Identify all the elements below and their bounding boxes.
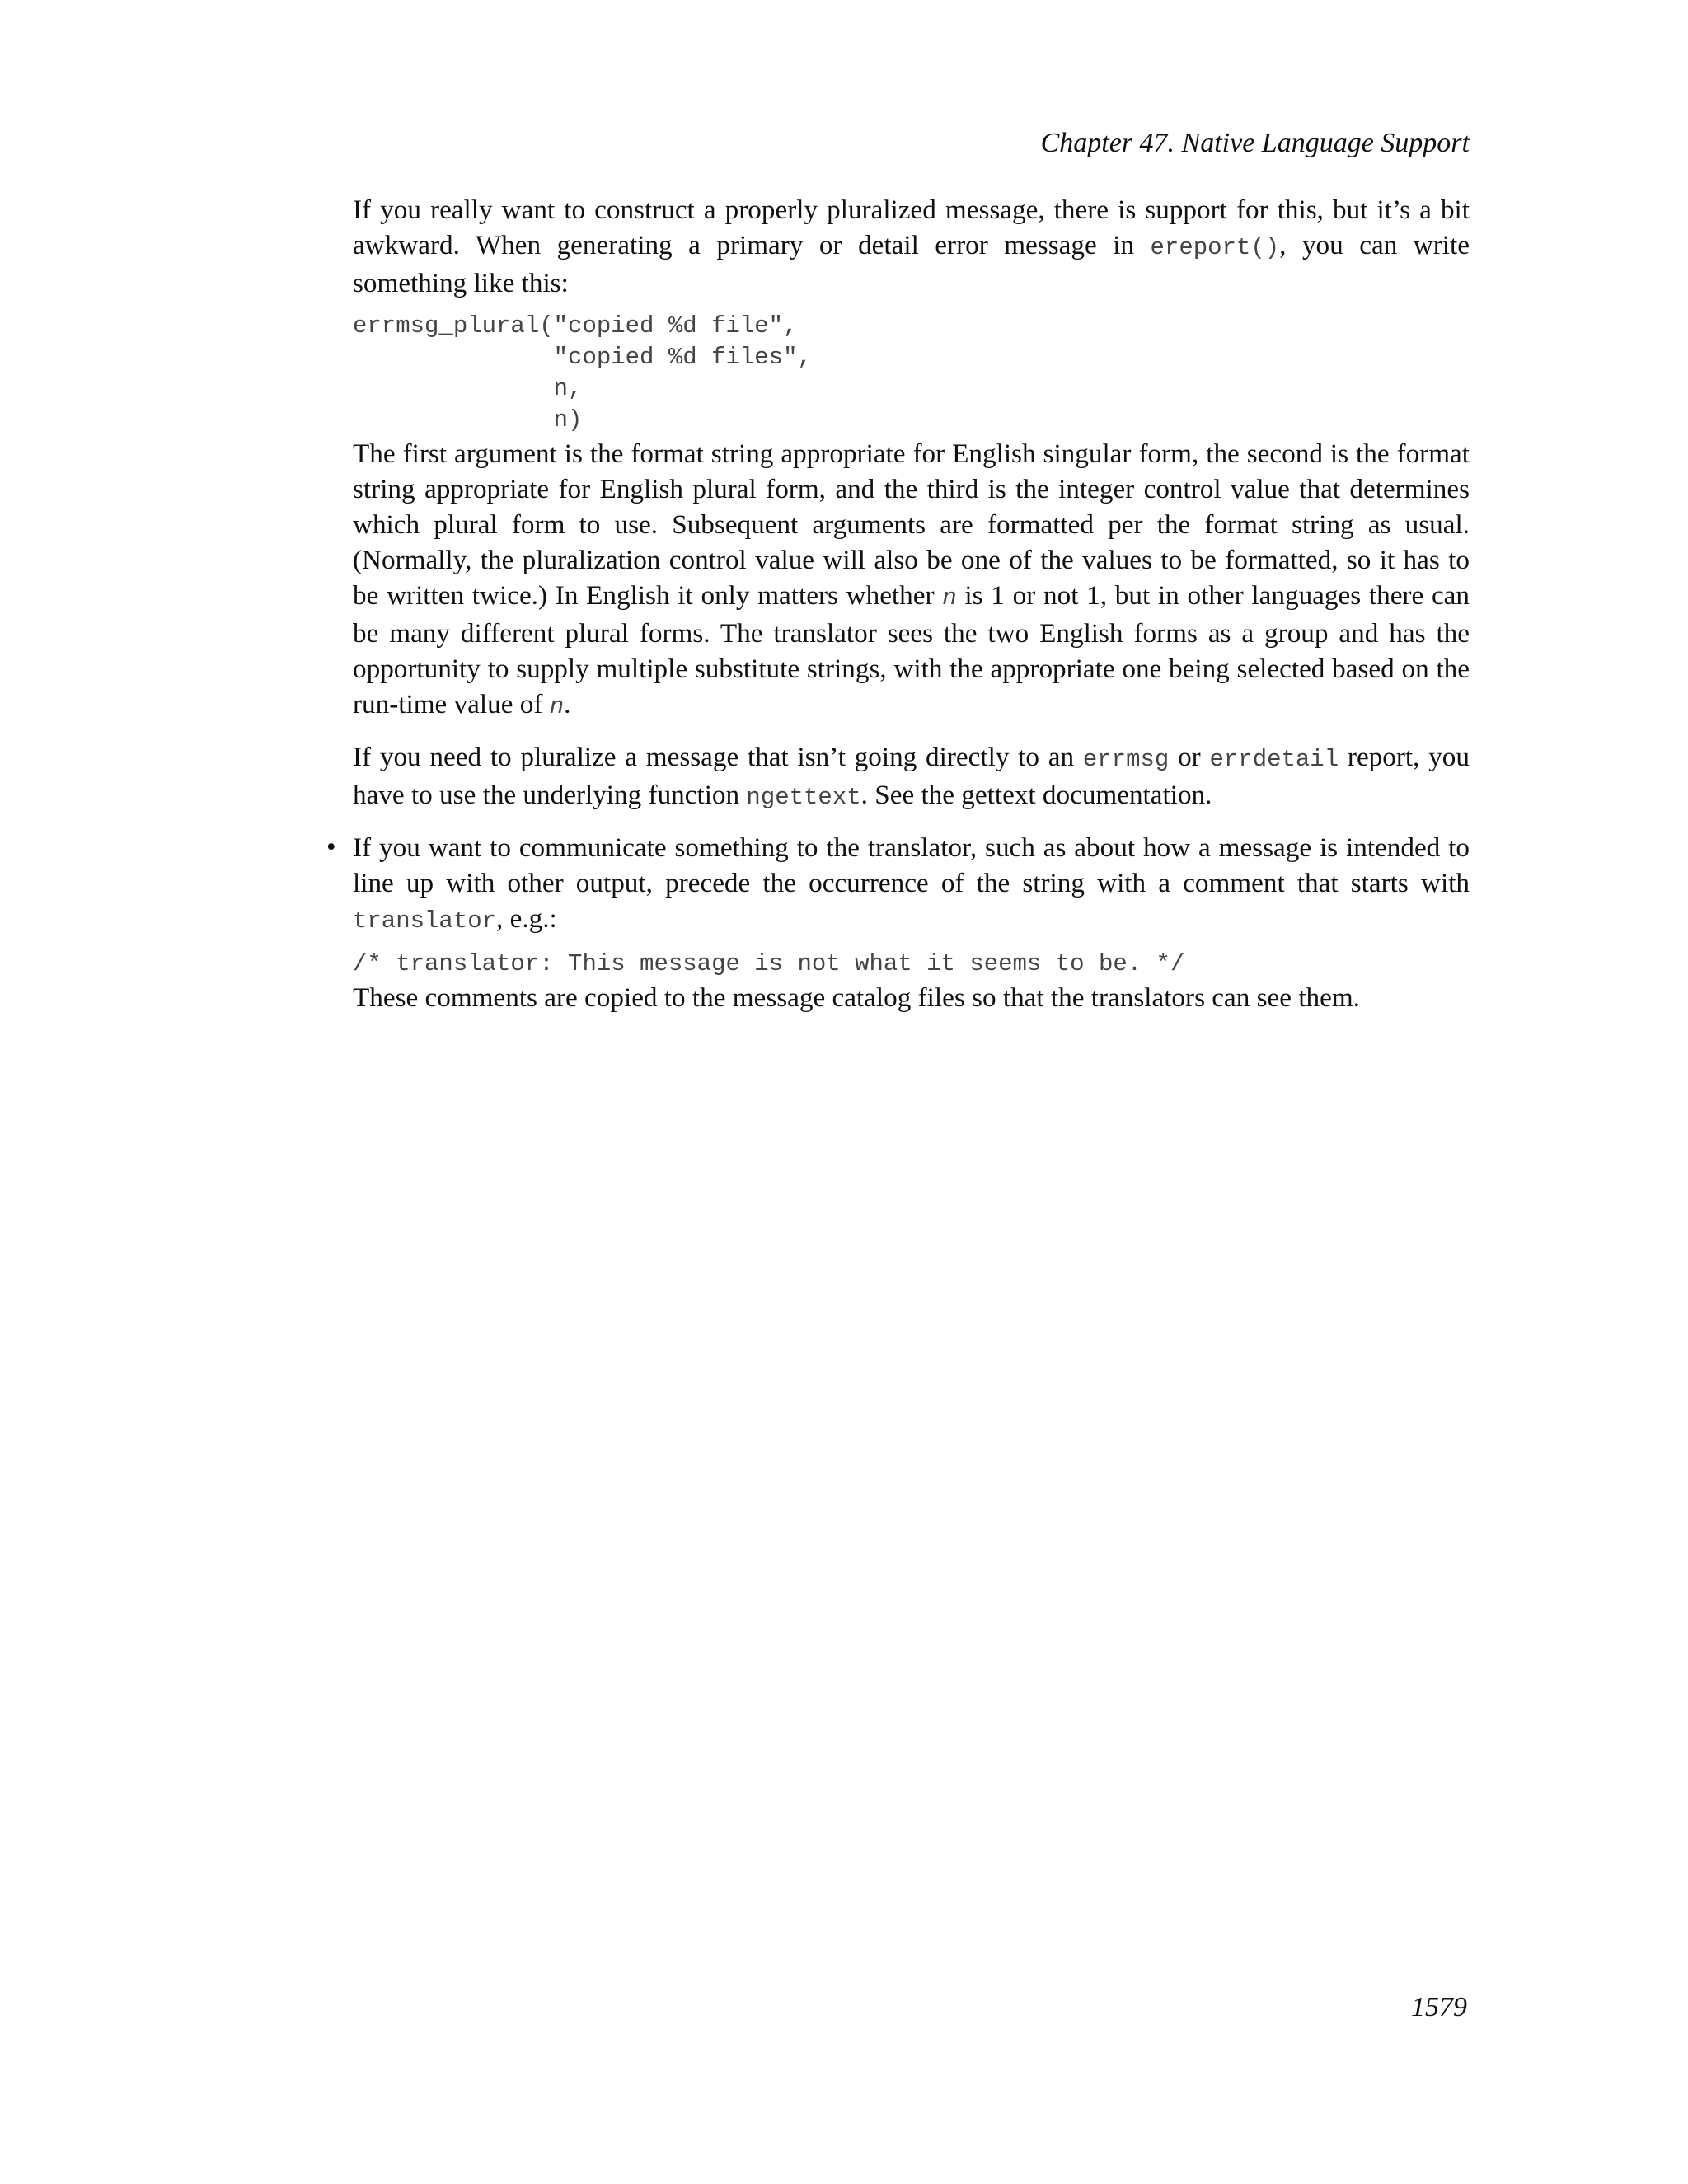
text-segment: , you can write something like this: (353, 230, 1470, 298)
inline-code-ngettext: ngettext (746, 784, 861, 811)
text-segment: report, you have to use the underlying function (353, 742, 1470, 810)
text-segment: If you need to pluralize a message that isn’t going directly to an (353, 742, 1083, 772)
code-line: /* translator: This message is not what it seems to be. */ (353, 950, 1185, 977)
code-block-errmsg-plural (353, 311, 1470, 436)
text-segment: The first argument is the format string appropriate for English singular form, the second is the format string appropriate for English plural form, and the third is the integer control value that determines which plural form to use. Subsequent arguments are formatted per the format string as usual. (Normally, the pluralization control value will also be one of the values to be formatted, so it has to be written twice.) In English it only matters whether (353, 438, 1470, 611)
code-line: n, (353, 375, 583, 402)
code-block-translator-comment (353, 949, 1470, 980)
text-segment: . See the gettext documentation. (860, 780, 1212, 810)
text-segment: . (564, 689, 571, 719)
inline-code-translator: translator (353, 907, 497, 935)
variable-n: n (942, 584, 957, 612)
inline-code-errdetail: errdetail (1209, 746, 1339, 773)
paragraph-argument-explanation (353, 436, 1470, 724)
paragraph-ngettext (353, 739, 1470, 815)
running-header: Chapter 47. Native Language Support (1040, 128, 1470, 158)
code-line: errmsg_plural("copied %d file", (353, 312, 798, 340)
main-content (326, 192, 1470, 1015)
paragraph-catalog-files: These comments are copied to the message catalog files so that the translators can see them. (353, 982, 1360, 1013)
inline-code-ereport: ereport() (1150, 234, 1280, 261)
text-segment: , e.g.: (496, 903, 557, 934)
text-segment: is 1 or not 1, but in other languages there can be many different plural forms. The translator sees the two English forms as a group and has the opportunity to supply multiple substitute strings, with the appropriate one being selected based on the run-time value of (353, 580, 1470, 719)
code-line: "copied %d files", (353, 344, 812, 371)
variable-n: n (549, 693, 565, 720)
inline-code-errmsg: errmsg (1082, 746, 1170, 773)
bullet-marker: • (326, 832, 336, 862)
paragraph-translator-comment (353, 830, 1470, 939)
text-segment: If you really want to construct a properly pluralized message, there is support for this, but it’s a bit awkward. When generating a primary or detail error message in (353, 194, 1470, 260)
paragraph-pluralized-intro (353, 192, 1470, 301)
text-segment: or (1169, 742, 1210, 772)
code-line: n) (353, 406, 583, 434)
bullet-item-translator-comments (326, 830, 1470, 1015)
text-segment: If you want to communicate something to the translator, such as about how a message is intended to line up with other output, precede the occurrence of the string with a comment that starts with (353, 832, 1470, 898)
page-number: 1579 (1411, 1992, 1467, 2022)
